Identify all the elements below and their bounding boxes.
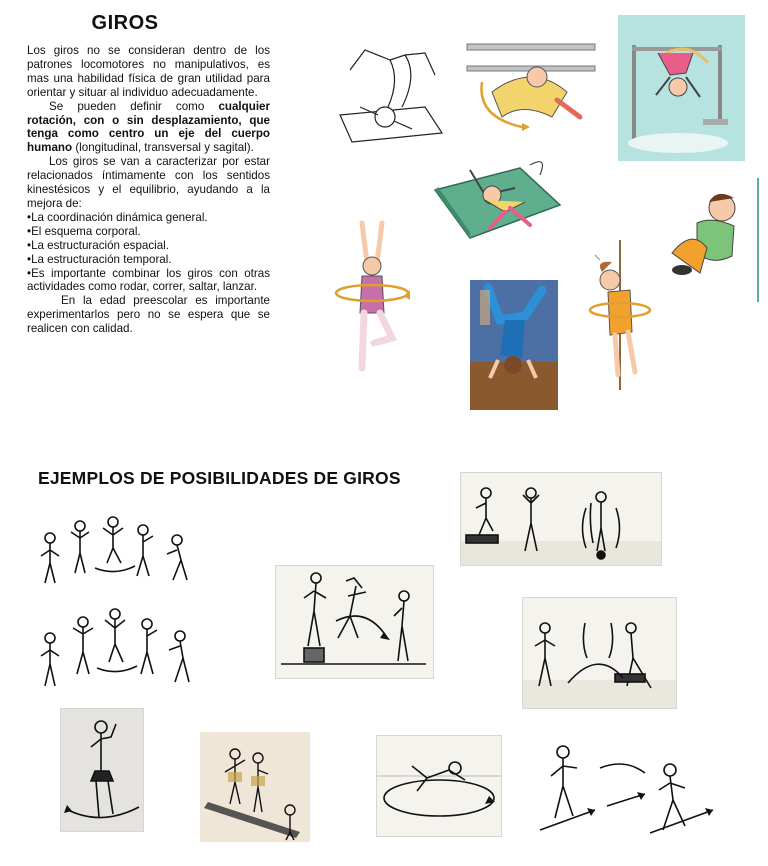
sketch-floor-spin-circle — [376, 735, 502, 837]
sketch-balance-beam-turn — [200, 732, 310, 842]
intro-paragraph-2: Se pueden definir como cualquier rotación, con o sin desplazamiento, que tenga como centro un eje del cuerpo humano (longitudinal, transversal y sagital). — [27, 99, 270, 155]
sketch-jump-turn-sequence-1 — [35, 508, 200, 588]
list-item: • La coordinación dinámica general. — [27, 211, 270, 225]
illustration-bar-spin — [462, 22, 600, 134]
illustration-rope-spin — [580, 240, 660, 390]
list-item: • La estructuración temporal. — [27, 253, 270, 267]
list-item: • La estructuración espacial. — [27, 239, 270, 253]
list-item: • El esquema corporal. — [27, 225, 270, 239]
sketch-jump-from-bench — [460, 472, 662, 566]
benefits-list — [27, 211, 270, 294]
sketch-walking-spins — [535, 738, 720, 838]
illustration-child-tuck — [662, 178, 759, 302]
sketch-box-jump-turn — [275, 565, 434, 679]
illustration-pirouette — [332, 218, 412, 383]
intro-text — [27, 44, 270, 336]
intro-paragraph-3: Los giros se van a caracterizar por estar relacionados íntimamente con los sentidos kinestésicos y el equilibrio, ayudando a la mejora de: — [27, 155, 270, 210]
photo-handstand-spin — [470, 280, 558, 410]
sketch-bench-jump-turn — [522, 597, 677, 709]
examples-title: EJEMPLOS DE POSIBILIDADES DE GIROS — [38, 468, 401, 488]
illustration-hanging-upside-down — [618, 15, 745, 161]
page-title: GIROS — [91, 12, 159, 34]
list-item: • Es importante combinar los giros con otras actividades como rodar, correr, saltar, lanzar. — [27, 267, 270, 295]
sketch-standing-spin — [60, 708, 144, 832]
illustration-mat-roll — [430, 150, 565, 240]
intro-paragraph-4: En la edad preescolar es importante experimentarlos pero no se espera que se realicen con calidad. — [27, 294, 270, 336]
illustration-child-roll — [330, 45, 450, 145]
definition-bold: cualquier rotación, con o sin desplazamiento, que tenga como centro un eje del cuerpo humano — [27, 99, 270, 155]
intro-paragraph-1: Los giros no se consideran dentro de los patrones locomotores no manipulativos, es mas una habilidad física de gran utilidad para orientar y situar al individuo adecuadamente. — [27, 44, 270, 99]
sketch-jump-turn-sequence-2 — [35, 602, 200, 690]
